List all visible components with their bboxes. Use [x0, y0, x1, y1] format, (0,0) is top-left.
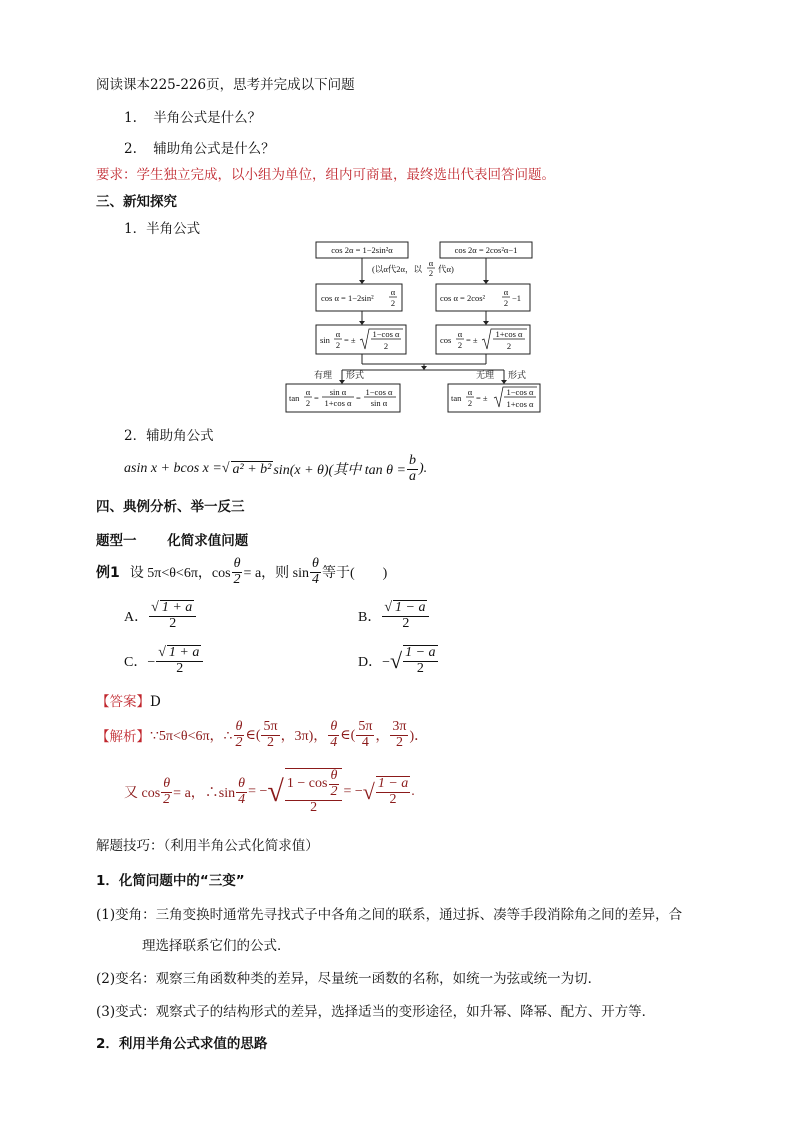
- svg-text:α: α: [457, 329, 463, 339]
- label-irrational: 无理: [476, 370, 495, 380]
- svg-text:2: 2: [335, 340, 341, 350]
- example-1: 例1 设 5π<θ<6π，cos $\frac{\theta}{2}$ = a，则 sin $\frac{\theta}{4}$ 等于( ): [96, 555, 388, 587]
- svg-text:sin α: sin α: [329, 387, 347, 397]
- question-1-text: 半角公式是什么？: [153, 110, 262, 126]
- formula-cos-a-sin: cos α = 1−2sin²: [321, 293, 374, 303]
- change-name: (2)变名：观察三角函数种类的差异，尽量统一函数的名称，如统一为弦或统一为切．: [96, 971, 602, 987]
- substitution-tail: 代α): [438, 264, 454, 274]
- half-angle-approach-heading: 2．利用半角公式求值的思路: [96, 1036, 268, 1052]
- svg-text:α: α: [335, 329, 341, 339]
- svg-text:2: 2: [457, 340, 463, 350]
- question-1-number: 1.: [124, 110, 137, 126]
- svg-text:2: 2: [467, 398, 473, 408]
- option-b: B． $\frac{√ 1 - a}{2}$: [358, 596, 430, 636]
- svg-text:α: α: [390, 287, 396, 297]
- formula-cos-half: cos: [440, 335, 452, 345]
- half-angle-derivation-diagram: [280, 236, 550, 418]
- svg-text:−1: −1: [512, 293, 522, 303]
- formula-tan-rational: tan: [289, 393, 300, 403]
- svg-text:=: =: [356, 393, 361, 403]
- svg-text:1+cos α: 1+cos α: [324, 398, 352, 408]
- aux-angle-heading: 2．辅助角公式: [124, 428, 214, 444]
- reading-instruction: 阅读课本225-226页，思考并完成以下问题: [96, 77, 355, 93]
- question-2: [124, 137, 275, 157]
- three-changes-heading: 1．化简问题中的“三变”: [96, 873, 245, 889]
- svg-text:2: 2: [305, 398, 311, 408]
- label-form-left: 形式: [346, 370, 365, 380]
- problem-type: 题型一 化简求值问题: [96, 533, 249, 549]
- question-1: [124, 106, 261, 126]
- analysis-line-2: 又 cos $\frac{\theta}{2}$ = a，∴sin $\frac{\theta}{4}$ = − √ 1 − cos $\frac{\theta}{2}$ 2 = − √ $\frac{1 - a}{2}$ .: [124, 768, 415, 815]
- change-angle-line-1: (1)变角：三角变换时通常先寻找式子中各角之间的联系，通过拆、凑等手段消除角之间的差异，合: [96, 907, 683, 923]
- svg-text:sin α: sin α: [370, 398, 388, 408]
- label-form-right: 形式: [508, 370, 527, 380]
- svg-text:1+cos α: 1+cos α: [495, 329, 523, 339]
- question-2-text: 辅助角公式是什么？: [153, 141, 275, 157]
- svg-text:1+cos α: 1+cos α: [506, 399, 534, 409]
- formula-cos-a-cos: cos α = 2cos²: [440, 293, 486, 303]
- svg-text:1−cos α: 1−cos α: [365, 387, 393, 397]
- option-c: C．− $\frac{√ 1 + a}{2}$: [124, 641, 204, 681]
- section-4-title: 四、典例分析、举一反三: [96, 499, 245, 515]
- option-d: D．− √ $\frac{1 - a}{2}$: [358, 645, 436, 676]
- label-rational: 有理: [314, 370, 333, 380]
- svg-text:α: α: [305, 387, 311, 397]
- answer: 【答案】D: [96, 694, 161, 710]
- change-form: (3)变式：观察式子的结构形式的差异，选择适当的变形途径，如升幂、降幂、配方、开方等．: [96, 1004, 656, 1020]
- svg-text:2: 2: [383, 341, 389, 351]
- option-a: A． $\frac{√ 1 + a}{2}$: [124, 596, 197, 636]
- substitution-note: (以α代2α，以: [372, 264, 422, 274]
- question-2-number: 2.: [124, 141, 137, 157]
- formula-cos2a-sin: cos 2α = 1−2sin²α: [331, 245, 393, 255]
- change-angle-line-2: 理选择联系它们的公式．: [142, 938, 291, 954]
- svg-text:2: 2: [503, 298, 509, 308]
- svg-text:2: 2: [390, 298, 396, 308]
- svg-text:= ±: = ±: [476, 393, 488, 403]
- svg-text:=: =: [314, 393, 319, 403]
- svg-text:2: 2: [506, 341, 512, 351]
- svg-text:2: 2: [428, 268, 434, 278]
- svg-text:1−cos α: 1−cos α: [372, 329, 400, 339]
- requirement-text: 要求：学生独立完成，以小组为单位，组内可商量，最终选出代表回答问题。: [96, 167, 555, 183]
- svg-text:α: α: [428, 258, 434, 268]
- analysis-line-1: 【解析】 ∵5π<θ<6π，∴ $\frac{\theta}{2}$ ∈( $\frac{5\pi}{2}$ ，3π)， $\frac{\theta}{4}$ ∈( $\frac{5\pi}{4}$ ， $\frac{3\pi}{2}$ )．: [96, 718, 429, 750]
- formula-tan-irrational: tan: [451, 393, 462, 403]
- aux-angle-formula: asin x + bcos x = √ a² + b² sin(x + θ)(其中 tan θ = $\frac{b}{a}$ ).: [124, 452, 428, 484]
- formula-sin-half: sin: [320, 335, 330, 345]
- svg-text:1−cos α: 1−cos α: [506, 387, 534, 397]
- svg-text:= ±: = ±: [466, 335, 478, 345]
- svg-text:α: α: [467, 387, 473, 397]
- solution-tip: 解题技巧：（利用半角公式化简求值）: [96, 838, 319, 854]
- svg-text:α: α: [503, 287, 509, 297]
- formula-cos2a-cos: cos 2α = 2cos²α−1: [454, 245, 518, 255]
- section-3-title: 三、新知探究: [96, 194, 177, 210]
- svg-text:= ±: = ±: [344, 335, 356, 345]
- half-angle-heading: 1．半角公式: [124, 221, 201, 237]
